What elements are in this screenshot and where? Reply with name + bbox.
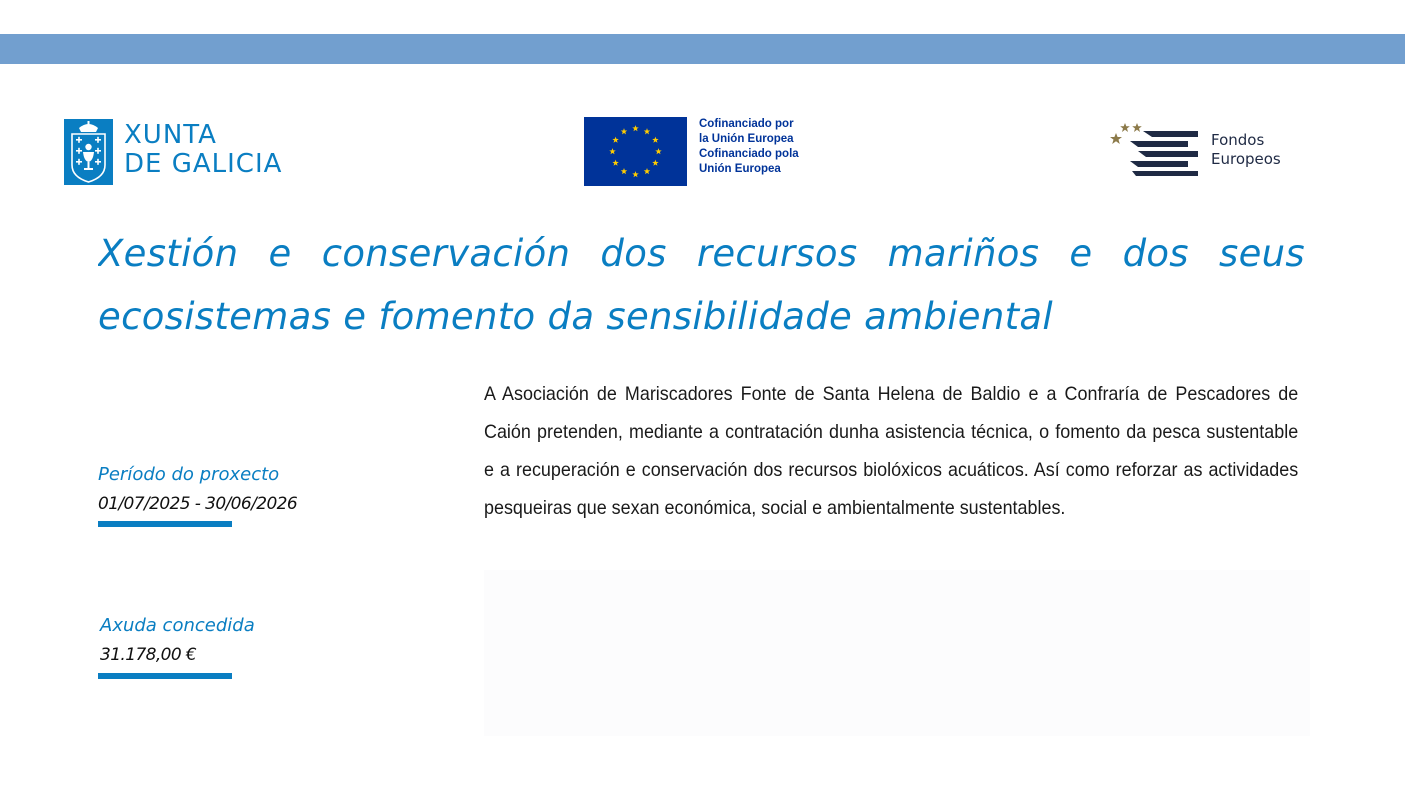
grant-label: Axuda concedida [100,615,255,636]
fondos-europeos-emblem-icon [1108,120,1206,180]
eu-star-icon [644,128,650,134]
xunta-logo-line1: XUNTA [124,120,217,150]
eu-star-icon [632,125,638,131]
eu-star-icon [612,137,618,143]
eu-cofinanced-logo [584,117,834,187]
project-period-underline [98,521,232,527]
xunta-logo-line2: DE GALICIA [124,149,283,179]
top-band [0,34,1405,64]
eu-star-icon [644,168,650,174]
fondos-europeos-logo [1108,120,1318,180]
eu-star-icon [612,160,618,166]
eu-logo-line3: Cofinanciado pola [699,148,799,160]
content-panel [484,570,1310,736]
eu-star-icon [652,160,658,166]
fondos-logo-line2: Europeos [1211,150,1281,168]
xunta-logo-text [124,121,282,179]
project-period-value: 01/07/2025 - 30/06/2026 [98,494,298,514]
project-period-label: Período do proxecto [98,464,280,485]
fondos-logo-line1: Fondos [1211,131,1265,149]
eu-flag-icon [584,117,687,186]
eu-logo-line1: Cofinanciado por [699,118,794,130]
eu-star-icon [621,168,627,174]
eu-logo-line4: Unión Europea [699,163,781,175]
eu-star-icon [621,128,627,134]
xunta-de-galicia-logo [64,117,309,187]
eu-logo-text [699,117,799,177]
eu-star-icon [632,171,638,177]
eu-star-icon [652,137,658,143]
eu-logo-line2: la Unión Europea [699,133,794,145]
eu-star-icon [655,148,661,154]
galicia-coat-of-arms-icon [64,119,113,185]
grant-underline [98,673,232,679]
project-title: Xestión e conservación dos recursos mariños e dos seus ecosistemas e fomento da sensibilidade ambiental [98,232,1305,336]
project-description: A Asociación de Mariscadores Fonte de Santa Helena de Baldio e a Confraría de Pescadores de Caión pretenden, mediante a contratación dunha asistencia técnica, o fomento da pesca sustentable e a recuperación e conservación dos recursos biolóxicos acuáticos. Así como reforzar as actividades pesqueiras que sexan económica, social e ambientalmente sustentables. [484,383,1299,519]
eu-star-icon [609,148,615,154]
grant-value: 31.178,00 € [100,645,197,665]
fondos-logo-text [1211,131,1281,169]
